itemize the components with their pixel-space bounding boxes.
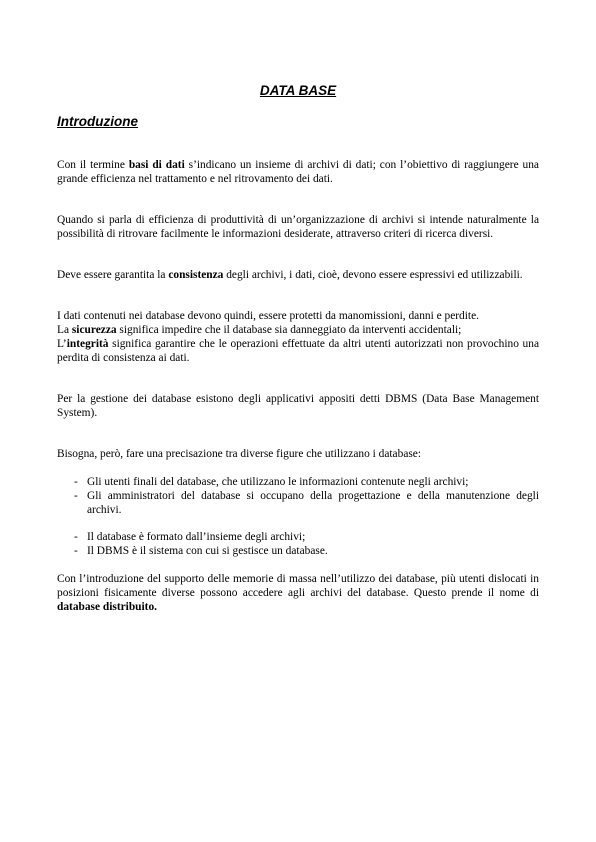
paragraph-dbms: Per la gestione dei database esistono degli applicativi appositi detti DBMS (Data Base Management System). [57,393,539,419]
paragraph-distribuito [57,573,539,614]
list-item [57,531,539,545]
list-figure [57,476,539,517]
bold-term: consistenza [168,269,224,282]
paragraph-efficienza: Quando si parla di efficienza di produttività di un’organizzazione di archivi si intende naturalmente la possibilità di ritrovare facilmente le informazioni desiderate, attraverso criteri di ricerca diversi. [57,214,539,240]
bold-term: basi di dati [128,159,185,171]
paragraph-text: Deve essere garantita la [57,269,169,282]
list-item-text: Il DBMS è il sistema con cui si gestisce un database. [87,545,328,558]
paragraph-text: s’indicano un insieme di archivi di dati; con l’obiettivo di raggiungere una grande efficienza nel trattamento e nel ritrovamento dei dati. [57,159,539,185]
paragraph-figure: Bisogna, però, fare una precisazione tra diverse figure che utilizzano i database: [57,448,422,461]
paragraph-text: L’ [57,338,67,351]
document-body [57,159,539,614]
paragraph-text: degli archivi, i dati, cioè, devono essere espressivi ed utilizzabili. [223,269,523,282]
list-item [57,545,539,559]
list-dash: - [74,489,78,502]
list-item-text: Il database è formato dall’insieme degli archivi; [87,531,306,544]
list-item [57,476,539,490]
list-dash: - [74,531,78,544]
paragraph-text: significa garantire che le operazioni effettuate da altri utenti autorizzati non provochino una perdita di consistenza ai dati. [57,338,539,364]
paragraph-protezione [57,310,539,365]
list-item-text: Gli amministratori del database si occupano della progettazione e della manutenzione degli archivi. [87,489,539,516]
list-dash: - [74,545,78,558]
list-item [57,490,539,518]
paragraph-text: Con il termine [57,159,129,171]
section-heading: Introduzione [57,114,138,129]
paragraph-consistenza [57,269,539,283]
list-definizioni [57,531,539,559]
paragraph-text: Con l’introduzione del supporto delle memorie di massa nell’utilizzo dei database, più utenti dislocati in posizioni fisicamente diverse possono accedere agli archivi del database. Questo prende il nome di [57,573,539,599]
bold-term: integrità [66,338,109,351]
list-dash: - [74,476,78,489]
paragraph-basi-di-dati [57,159,539,187]
paragraph-text: I dati contenuti nei database devono quindi, essere protetti da manomissioni, danni e perdite. [57,310,479,323]
bold-term: database distribuito. [57,600,158,613]
list-item-text: Gli utenti finali del database, che utilizzano le informazioni contenute negli archivi; [87,476,469,489]
paragraph-text: La [57,324,72,337]
paragraph-text: significa impedire che il database sia danneggiato da interventi accidentali; [116,324,462,337]
document-title: DATA BASE [259,83,337,98]
bold-term: sicurezza [71,324,117,337]
